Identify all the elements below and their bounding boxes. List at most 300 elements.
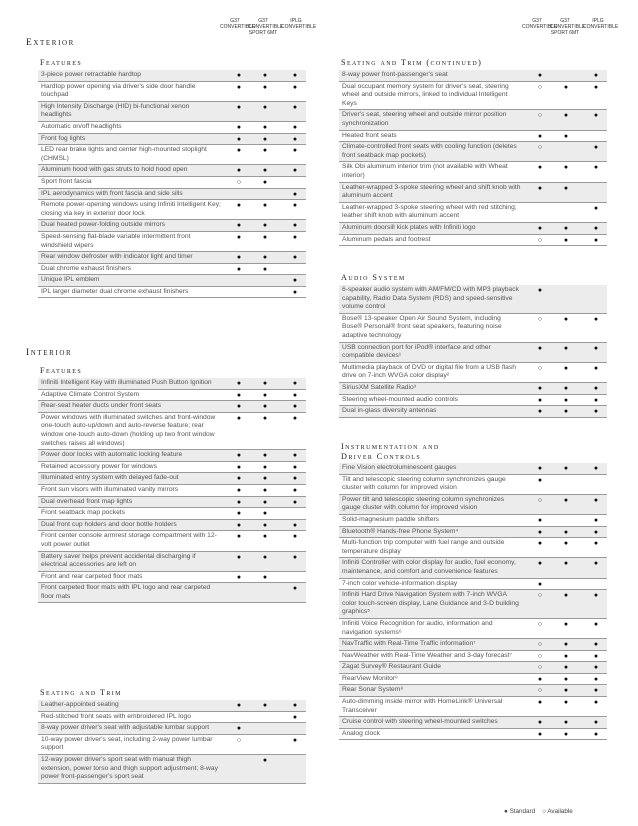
standard-icon: ● bbox=[563, 344, 569, 352]
standard-icon: ● bbox=[537, 476, 543, 484]
exterior-row bbox=[38, 134, 306, 146]
seating-continued-row bbox=[339, 235, 607, 247]
feature-label: RearView Monitor⁸ bbox=[342, 674, 398, 682]
standard-icon: ● bbox=[593, 699, 599, 707]
instrumentation-row bbox=[339, 579, 607, 591]
standard-icon: ● bbox=[236, 463, 242, 471]
feature-label: 3-piece power retractable hardtop bbox=[41, 71, 141, 78]
standard-icon: ● bbox=[292, 380, 298, 387]
standard-icon: ● bbox=[292, 736, 298, 744]
standard-icon: ● bbox=[236, 521, 242, 529]
interior-row bbox=[38, 508, 306, 520]
standard-icon: ● bbox=[292, 202, 298, 210]
feature-label: Driver's seat, steering wheel and outside mirror position synchronization bbox=[342, 111, 507, 127]
header-g37-convertible-right: G37 CONVERTIBLE bbox=[522, 18, 558, 30]
standard-icon: ● bbox=[593, 496, 599, 504]
standard-icon: ● bbox=[537, 184, 543, 192]
standard-icon: ● bbox=[236, 498, 242, 506]
standard-icon: ● bbox=[593, 72, 599, 79]
standard-icon: ● bbox=[262, 103, 268, 111]
available-icon: ○ bbox=[537, 496, 543, 504]
instrumentation-table bbox=[339, 463, 607, 740]
available-icon: ○ bbox=[537, 83, 543, 91]
standard-icon: ● bbox=[563, 224, 569, 232]
standard-icon: ● bbox=[292, 498, 298, 506]
feature-label: Infiniti Voice Recognition for audio, information and navigation systems⁶ bbox=[342, 619, 493, 636]
standard-icon: ● bbox=[537, 516, 543, 524]
standard-icon: ● bbox=[262, 498, 268, 506]
feature-label: Silk Obi aluminum interior trim (not available with Wheat interior) bbox=[342, 163, 508, 179]
available-icon: ○ bbox=[537, 315, 543, 323]
feature-label: Red-stitched front seats with embroidered IPL logo bbox=[41, 712, 191, 720]
interior-row bbox=[38, 390, 306, 402]
standard-icon: ● bbox=[593, 592, 599, 600]
feature-label: Remote power-opening windows using Infiniti Intelligent Key; closing via key in exterior door lock bbox=[41, 201, 221, 217]
feature-label: IPL larger diameter dual chrome exhaust finishers bbox=[41, 287, 189, 295]
feature-label: Bluetooth® Hands-free Phone System⁴ bbox=[342, 527, 459, 535]
standard-icon: ● bbox=[292, 585, 298, 593]
standard-icon: ● bbox=[262, 380, 268, 387]
available-icon: ○ bbox=[537, 641, 543, 649]
standard-icon: ● bbox=[292, 222, 298, 230]
standard-icon: ● bbox=[236, 702, 242, 709]
standard-icon: ● bbox=[563, 184, 569, 192]
feature-label: Front sun visors with illuminated vanity mirrors bbox=[41, 485, 179, 493]
standard-icon: ● bbox=[292, 533, 298, 541]
interior-row bbox=[38, 520, 306, 532]
standard-icon: ● bbox=[262, 521, 268, 529]
instrumentation-row bbox=[339, 674, 607, 686]
standard-icon: ● bbox=[262, 702, 268, 709]
standard-icon: ● bbox=[236, 486, 242, 494]
subsection-title-instrumentation-1: Instrumentation and bbox=[341, 442, 440, 451]
standard-icon: ● bbox=[593, 560, 599, 568]
standard-icon: ● bbox=[292, 702, 298, 709]
feature-label: Infiniti Hard Drive Navigation System with 7-inch WVGA color touch-screen display, Lane Guidance and 3-D building graphics⁵ bbox=[342, 591, 519, 616]
interior-row bbox=[38, 378, 306, 390]
standard-icon: ● bbox=[593, 687, 599, 695]
standard-icon: ● bbox=[292, 486, 298, 494]
feature-label: Power door locks with automatic locking feature bbox=[41, 451, 183, 459]
seating-continued-row bbox=[339, 70, 607, 82]
standard-icon: ● bbox=[563, 560, 569, 568]
seating-trim-continued-table bbox=[339, 70, 607, 246]
feature-label: USB connection port for iPod® interface and other compatible devices¹ bbox=[342, 343, 491, 360]
feature-label: Unique IPL emblem bbox=[41, 276, 100, 284]
feature-label: Cruise control with steering wheel-mounted switches bbox=[342, 718, 498, 726]
feature-label: Analog clock bbox=[342, 729, 380, 737]
feature-label: Aluminum pedals and footrest bbox=[342, 235, 431, 243]
standard-icon: ● bbox=[262, 573, 268, 581]
standard-icon: ● bbox=[236, 403, 242, 411]
standard-icon: ● bbox=[292, 190, 298, 198]
standard-icon: ● bbox=[292, 135, 298, 143]
standard-icon: ● bbox=[262, 254, 268, 262]
standard-icon: ● bbox=[262, 233, 268, 241]
available-icon: ○ bbox=[537, 652, 543, 660]
standard-icon: ● bbox=[563, 528, 569, 536]
standard-icon: ● bbox=[563, 164, 569, 172]
instrumentation-row bbox=[339, 662, 607, 674]
feature-label: Leather-appointed seating bbox=[41, 701, 119, 708]
standard-icon: ● bbox=[593, 164, 599, 172]
feature-label: Aluminum hood with gas struts to hold hood open bbox=[41, 166, 188, 174]
feature-label: Dual occupant memory system for driver's seat, steering wheel and outside mirrors, linked to individual Intelligent Keys bbox=[342, 82, 509, 107]
standard-icon: ● bbox=[563, 315, 569, 323]
feature-label: Heated front seats bbox=[342, 131, 397, 139]
seating-continued-row bbox=[339, 82, 607, 111]
seating-continued-row bbox=[339, 203, 607, 223]
feature-label: Dual heated power-folding outside mirrors bbox=[41, 221, 166, 229]
standard-icon: ● bbox=[593, 540, 599, 548]
standard-icon: ● bbox=[262, 178, 268, 186]
standard-icon: ● bbox=[292, 403, 298, 411]
standard-icon: ● bbox=[563, 496, 569, 504]
standard-icon: ● bbox=[593, 408, 599, 416]
feature-label: Infiniti Controller with color display for audio, fuel economy, maintenance, and comfort and convenience features bbox=[342, 559, 516, 575]
standard-icon: ● bbox=[593, 652, 599, 660]
seating-row bbox=[38, 755, 306, 784]
standard-icon: ● bbox=[593, 364, 599, 372]
standard-icon: ● bbox=[262, 123, 268, 131]
seating-continued-row bbox=[339, 131, 607, 143]
feature-label: Front center console armrest storage compartment with 12-volt power outlet bbox=[41, 532, 217, 548]
standard-icon: ● bbox=[593, 224, 599, 232]
interior-row bbox=[38, 531, 306, 551]
feature-label: Hardtop power opening via driver's side door handle touchpad bbox=[41, 82, 196, 99]
standard-icon: ● bbox=[262, 486, 268, 494]
exterior-row bbox=[38, 264, 306, 276]
standard-icon: ● bbox=[563, 236, 569, 244]
feature-label: Retained accessory power for windows bbox=[41, 462, 157, 470]
header-iplg-right: IPLG CONVERTIBLE bbox=[583, 18, 619, 30]
feature-label: IPL aerodynamics with front fascia and side sills bbox=[41, 189, 183, 197]
standard-icon: ● bbox=[563, 641, 569, 649]
feature-label: Rear Sonar System⁸ bbox=[342, 686, 404, 694]
seating-trim-table bbox=[38, 700, 306, 784]
subsection-title-interior-features: Features bbox=[40, 366, 83, 375]
standard-icon: ● bbox=[292, 83, 298, 91]
standard-icon: ● bbox=[262, 147, 268, 155]
standard-icon: ● bbox=[292, 463, 298, 471]
standard-icon: ● bbox=[563, 540, 569, 548]
available-icon: ○ bbox=[537, 664, 543, 672]
standard-icon: ● bbox=[563, 396, 569, 404]
standard-icon: ● bbox=[262, 463, 268, 471]
feature-label: Adaptive Climate Control System bbox=[41, 390, 140, 398]
audio-row bbox=[339, 285, 607, 314]
standard-icon: ● bbox=[292, 123, 298, 131]
audio-row bbox=[339, 406, 607, 418]
legend-available-label: Available bbox=[547, 808, 573, 815]
feature-label: Steering wheel-mounted audio controls bbox=[342, 395, 458, 403]
standard-icon: ● bbox=[563, 408, 569, 416]
interior-row bbox=[38, 401, 306, 413]
standard-icon: ● bbox=[236, 233, 242, 241]
standard-icon: ● bbox=[563, 687, 569, 695]
standard-icon: ● bbox=[593, 315, 599, 323]
standard-icon: ● bbox=[262, 72, 268, 79]
feature-label: Automatic on/off headlights bbox=[41, 122, 122, 130]
standard-icon: ● bbox=[236, 414, 242, 422]
seating-row bbox=[38, 735, 306, 755]
interior-row bbox=[38, 583, 306, 603]
standard-icon: ● bbox=[292, 713, 298, 721]
standard-icon: ● bbox=[537, 408, 543, 416]
feature-label: Dual overhead front map lights bbox=[41, 497, 133, 505]
subsection-title-exterior-features: Features bbox=[40, 58, 83, 67]
standard-icon: ● bbox=[262, 510, 268, 518]
instrumentation-row bbox=[339, 639, 607, 651]
standard-icon: ● bbox=[236, 147, 242, 155]
standard-icon: ● bbox=[292, 277, 298, 285]
exterior-row bbox=[38, 102, 306, 122]
standard-icon: ● bbox=[537, 540, 543, 548]
standard-icon: ● bbox=[262, 202, 268, 210]
standard-icon: ● bbox=[593, 516, 599, 524]
standard-icon: ● bbox=[292, 72, 298, 79]
available-icon: ○ bbox=[537, 112, 543, 120]
feature-label: Tilt and telescopic steering column synchronizes gauge cluster with column for improved vision bbox=[342, 475, 506, 492]
standard-icon: ● bbox=[593, 664, 599, 672]
legend bbox=[504, 808, 573, 815]
exterior-row bbox=[38, 220, 306, 232]
feature-label: 6-speaker audio system with AM/FM/CD with MP3 playback capability, Radio Data System (RDS) and speed-sensitive volume control bbox=[342, 286, 519, 311]
instrumentation-row bbox=[339, 729, 607, 741]
legend-standard-label: Standard bbox=[509, 808, 536, 815]
exterior-row bbox=[38, 232, 306, 252]
standard-icon: ● bbox=[593, 112, 599, 120]
standard-icon: ● bbox=[262, 452, 268, 460]
feature-label: Front and rear carpeted floor mats bbox=[41, 572, 143, 580]
standard-icon: ● bbox=[236, 380, 242, 387]
standard-icon: ● bbox=[537, 730, 543, 738]
feature-label: Power windows with illuminated switches and front-window one-touch auto-up/down and auto-reverse feature; rear window one-touch auto-down (holding up two front window switches raises all windows) bbox=[41, 413, 216, 447]
standard-icon: ● bbox=[262, 403, 268, 411]
standard-icon: ● bbox=[563, 675, 569, 683]
feature-label: 7-inch color vehicle-information display bbox=[342, 579, 458, 587]
exterior-row bbox=[38, 82, 306, 102]
exterior-row bbox=[38, 177, 306, 189]
standard-icon: ● bbox=[537, 384, 543, 392]
standard-icon: ● bbox=[262, 222, 268, 230]
audio-row bbox=[339, 395, 607, 407]
standard-icon: ● bbox=[236, 135, 242, 143]
standard-icon: ● bbox=[593, 204, 599, 212]
feature-label: Auto-dimming inside mirror with HomeLink® Universal Transceiver bbox=[342, 698, 503, 714]
interior-row bbox=[38, 485, 306, 497]
standard-icon: ● bbox=[262, 756, 268, 764]
exterior-row bbox=[38, 275, 306, 287]
instrumentation-row bbox=[339, 590, 607, 619]
subsection-title-instrumentation-2: Driver Controls bbox=[341, 452, 422, 461]
available-icon: ○ bbox=[537, 687, 543, 695]
standard-icon: ● bbox=[262, 135, 268, 143]
standard-icon: ● bbox=[236, 533, 242, 541]
interior-row bbox=[38, 572, 306, 584]
standard-icon: ● bbox=[292, 103, 298, 111]
audio-row bbox=[339, 343, 607, 363]
interior-row bbox=[38, 413, 306, 450]
standard-icon: ● bbox=[563, 719, 569, 727]
standard-icon: ● bbox=[262, 167, 268, 175]
feature-label: Rear-seat heater ducts under front seats bbox=[41, 402, 162, 410]
instrumentation-row bbox=[339, 685, 607, 697]
header-g37-sport: G37 CONVERTIBLE SPORT 6MT bbox=[248, 18, 284, 36]
standard-icon: ● bbox=[563, 620, 569, 628]
available-icon: ○ bbox=[537, 620, 543, 628]
standard-icon: ● bbox=[292, 521, 298, 529]
instrumentation-row bbox=[339, 619, 607, 639]
standard-icon: ● bbox=[537, 164, 543, 172]
subsection-title-audio: Audio System bbox=[341, 273, 406, 282]
interior-row bbox=[38, 462, 306, 474]
standard-icon: ● bbox=[537, 675, 543, 683]
standard-icon: ● bbox=[593, 675, 599, 683]
standard-icon: ● bbox=[537, 396, 543, 404]
feature-label: Front carpeted floor mats with IPL logo and rear carpeted floor mats bbox=[41, 584, 211, 600]
feature-label: 12-way power driver's sport seat with manual thigh extension, power torso and thigh support adjustment; 8-way power front-passenger's sport seat bbox=[41, 755, 218, 781]
standard-icon: ● bbox=[236, 475, 242, 483]
standard-icon: ● bbox=[593, 236, 599, 244]
standard-icon: ● bbox=[593, 641, 599, 649]
instrumentation-row bbox=[339, 558, 607, 578]
interior-row bbox=[38, 497, 306, 509]
standard-icon: ● bbox=[262, 475, 268, 483]
feature-label: Speed-sensing flat-blade variable intermittent front windshield wipers bbox=[41, 232, 191, 249]
exterior-row bbox=[38, 70, 306, 82]
standard-icon: ● bbox=[593, 528, 599, 536]
feature-label: Illuminated entry system with delayed fade-out bbox=[41, 474, 179, 482]
standard-icon: ● bbox=[236, 573, 242, 581]
instrumentation-row bbox=[339, 495, 607, 515]
standard-icon: ● bbox=[262, 553, 268, 561]
standard-icon: ● bbox=[563, 699, 569, 707]
standard-icon: ● bbox=[262, 83, 268, 91]
exterior-row bbox=[38, 252, 306, 264]
feature-label: Multimedia playback of DVD or digital file from a USB flash drive on 7-inch WVGA color display² bbox=[342, 363, 516, 380]
standard-icon: ● bbox=[236, 452, 242, 460]
standard-icon: ● bbox=[593, 396, 599, 404]
standard-icon: ● bbox=[292, 167, 298, 175]
feature-label: Dual chrome exhaust finishers bbox=[41, 264, 131, 272]
feature-label: Rear window defroster with indicator light and timer bbox=[41, 253, 193, 261]
audio-row bbox=[339, 383, 607, 395]
standard-icon: ● bbox=[292, 233, 298, 241]
feature-label: Multi-function trip computer with fuel range and outside temperature display bbox=[342, 539, 505, 555]
standard-icon: ● bbox=[236, 510, 242, 518]
standard-icon: ● bbox=[292, 147, 298, 155]
standard-icon: ● bbox=[563, 364, 569, 372]
interior-features-table bbox=[38, 378, 306, 603]
interior-row bbox=[38, 552, 306, 572]
standard-icon: ● bbox=[537, 287, 543, 294]
instrumentation-row bbox=[339, 651, 607, 663]
standard-icon: ● bbox=[236, 725, 242, 733]
seating-continued-row bbox=[339, 110, 607, 130]
standard-icon: ● bbox=[292, 254, 298, 262]
instrumentation-row bbox=[339, 515, 607, 527]
section-title-interior: Interior bbox=[26, 348, 73, 358]
feature-label: Front fog lights bbox=[41, 134, 86, 142]
standard-icon: ● bbox=[236, 167, 242, 175]
standard-icon: ● bbox=[593, 344, 599, 352]
instrumentation-row bbox=[339, 697, 607, 717]
available-icon: ○ bbox=[537, 364, 543, 372]
feature-label: Solid-magnesium paddle shifters bbox=[342, 515, 440, 523]
available-icon: ○ bbox=[236, 736, 242, 744]
feature-label: Dual front cup holders and door bottle holders bbox=[41, 520, 177, 528]
standard-icon: ● bbox=[236, 265, 242, 273]
standard-icon: ● bbox=[537, 580, 543, 588]
header-g37-convertible: G37 CONVERTIBLE bbox=[220, 18, 256, 30]
standard-icon: ● bbox=[292, 288, 298, 296]
feature-label: Front seatback map pockets bbox=[41, 509, 126, 517]
exterior-row bbox=[38, 200, 306, 220]
standard-icon: ● bbox=[262, 414, 268, 422]
standard-icon: ● bbox=[292, 452, 298, 460]
exterior-row bbox=[38, 145, 306, 165]
exterior-features-table bbox=[38, 70, 306, 298]
interior-row bbox=[38, 450, 306, 462]
standard-icon: ● bbox=[563, 384, 569, 392]
feature-label: NavTraffic with Real-Time Traffic information⁷ bbox=[342, 640, 476, 648]
standard-icon: ● bbox=[537, 465, 543, 472]
available-icon: ○ bbox=[537, 592, 543, 600]
instrumentation-row bbox=[339, 475, 607, 495]
seating-row bbox=[38, 700, 306, 712]
standard-icon: ● bbox=[563, 83, 569, 91]
header-iplg: IPLG CONVERTIBLE bbox=[281, 18, 317, 30]
seating-continued-row bbox=[339, 223, 607, 235]
standard-icon: ● bbox=[593, 730, 599, 738]
standard-icon: ● bbox=[537, 528, 543, 536]
standard-icon: ● bbox=[593, 144, 599, 152]
subsection-title-seating: Seating and Trim bbox=[40, 688, 122, 697]
exterior-row bbox=[38, 122, 306, 134]
standard-icon: ● bbox=[563, 112, 569, 120]
standard-icon: ● bbox=[563, 652, 569, 660]
seating-continued-row bbox=[339, 183, 607, 203]
feature-label: NavWeather with Real-Time Weather and 3-day forecast⁷ bbox=[342, 651, 512, 659]
standard-icon: ● bbox=[593, 620, 599, 628]
section-title-exterior: Exterior bbox=[26, 38, 75, 48]
feature-label: SiriusXM Satellite Radio³ bbox=[342, 383, 416, 391]
standard-icon: ● bbox=[537, 224, 543, 232]
standard-icon: ● bbox=[292, 475, 298, 483]
feature-label: Infiniti Intelligent Key with illuminated Push Button Ignition bbox=[41, 379, 212, 386]
standard-icon: ● bbox=[292, 553, 298, 561]
standard-icon: ● bbox=[262, 391, 268, 399]
standard-icon: ● bbox=[236, 222, 242, 230]
feature-label: Fine Vision electroluminescent gauges bbox=[342, 464, 457, 471]
available-icon: ○ bbox=[236, 178, 242, 186]
feature-label: 8-way power front-passenger's seat bbox=[342, 71, 448, 78]
feature-label: Battery saver helps prevent accidental discharging if electrical accessories are left on bbox=[41, 552, 196, 569]
standard-icon: ● bbox=[563, 592, 569, 600]
seating-continued-row bbox=[339, 142, 607, 162]
standard-icon: ● bbox=[593, 719, 599, 727]
feature-label: Aluminum doorsill kick plates with Infiniti logo bbox=[342, 223, 476, 231]
standard-icon: ● bbox=[292, 414, 298, 422]
feature-label: Bose® 13-speaker Open Air Sound System, including Bose® Personal® front seat speakers, featuring noise adaptive technology bbox=[342, 314, 502, 339]
standard-icon: ● bbox=[236, 553, 242, 561]
standard-icon: ● bbox=[593, 384, 599, 392]
audio-row bbox=[339, 363, 607, 383]
standard-icon: ● bbox=[537, 344, 543, 352]
standard-icon: ● bbox=[537, 132, 543, 140]
legend-standard-icon: ● bbox=[504, 808, 508, 815]
